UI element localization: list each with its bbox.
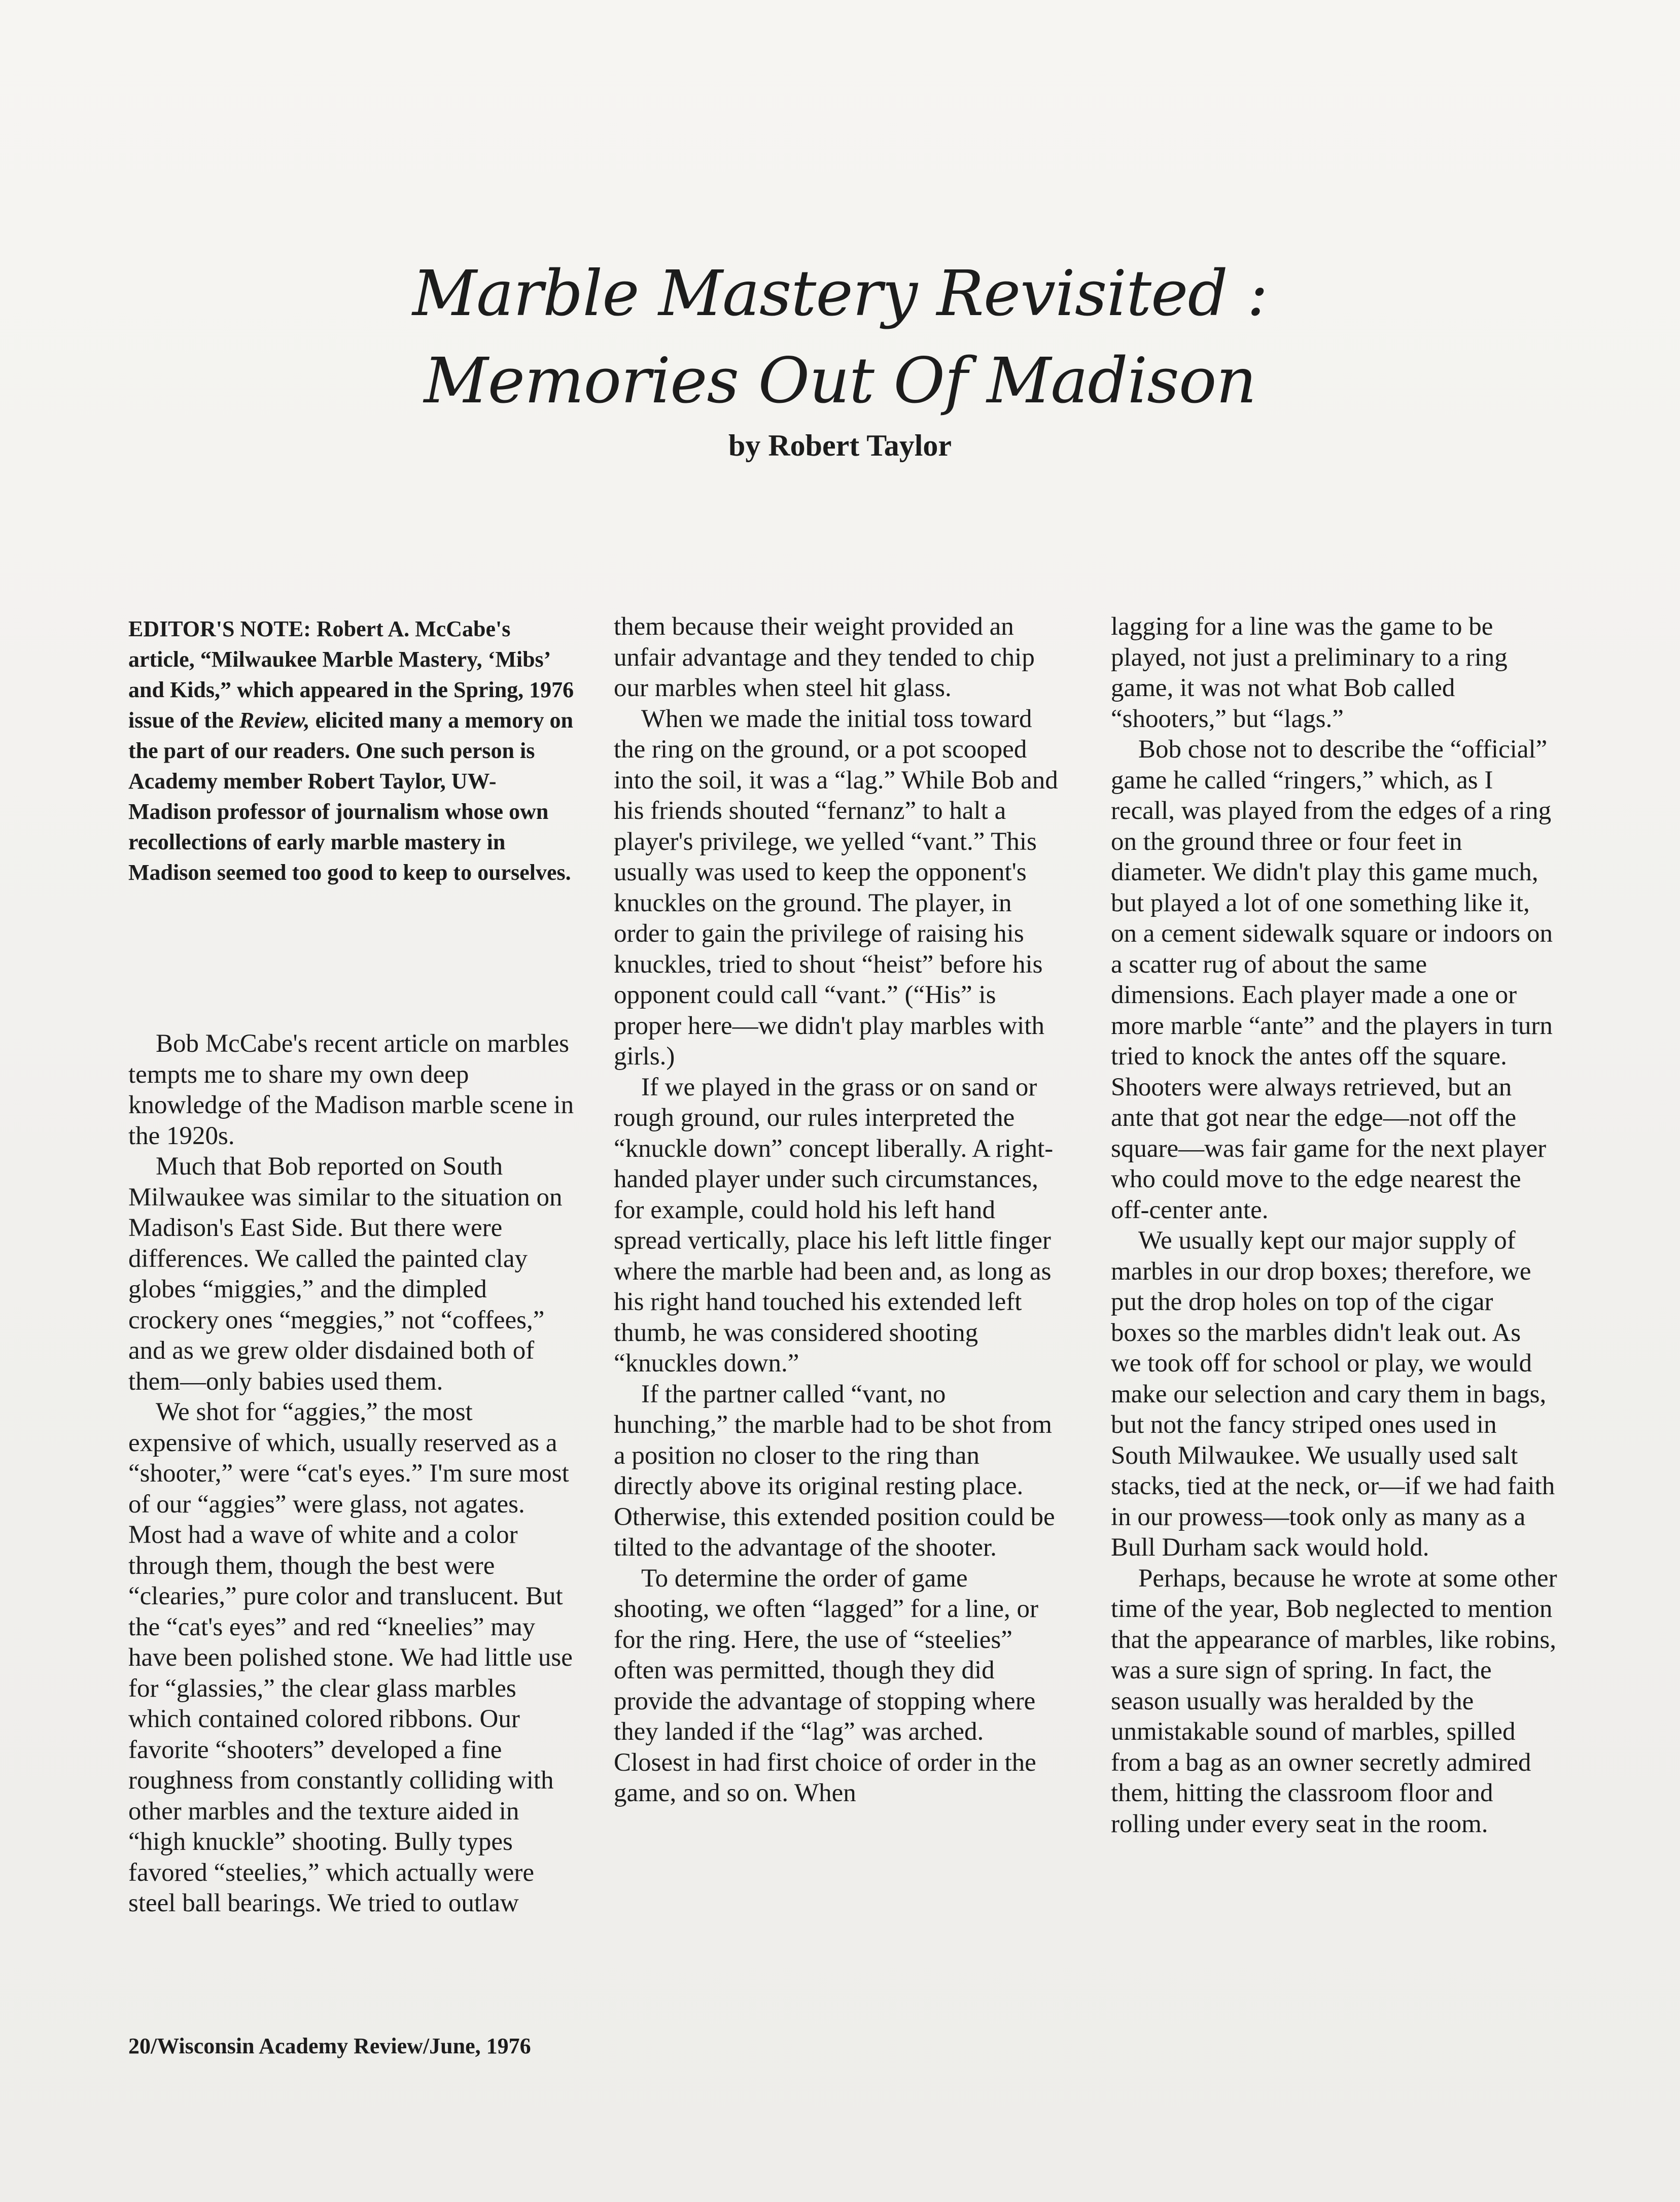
column-1-paragraph-1: Bob McCabe's recent article on marbles tempts me to share my own deep knowledge of the Madison marble scene in the 1920s. — [128, 1029, 574, 1150]
editors-note-text-before: Robert A. McCabe's article, “Milwaukee Marble Mastery, ‘Mibs’ and Kids,” which appeared in the Spring, 1976 issue of the — [128, 616, 574, 733]
page-footer: 20/Wisconsin Academy Review/June, 1976 — [128, 2034, 531, 2058]
editors-note-label: EDITOR'S NOTE: — [128, 616, 311, 641]
column-2-paragraph-2: When we made the initial toss toward the ring on the ground, or a pot scooped into the soil, it was a “lag.” While Bob and his friends shouted “fernanz” to halt a player's privilege, we yelled “vant.” This usually was used to keep the opponent's knuckles on the ground. The player, in order to gain the privilege of raising his knuckles, tried to shout “heist” before his opponent could call “vant.” (“His” is proper here—we didn't play marbles with girls.) — [614, 704, 1058, 1071]
column-2-body — [614, 611, 1060, 1809]
column-3-paragraph-2: Bob chose not to describe the “official” game he called “ringers,” which, as I recall, was played from the edges of a ring on the ground three or four feet in diameter. We didn't play this game much, but played a lot of one something like it, on a cement sidewalk square or indoors on a scatter rug of about the same dimensions. Each player made a one or more marble “ante” and the players in turn tried to knock the antes off the square. Shooters were always retrieved, but an ante that got near the edge—not off the square—was fair game for the next player who could move to the edge nearest the off-center ante. — [1111, 735, 1553, 1224]
editors-note — [128, 614, 575, 888]
column-3-paragraph-1: lagging for a line was the game to be played, not just a preliminary to a ring game, it was not what Bob called “shooters,” but “lags.” — [1111, 612, 1508, 733]
column-1-paragraph-3: We shot for “aggies,” the most expensive of which, usually reserved as a “shooter,” were “cat's eyes.” I'm sure most of our “aggies” were glass, not agates. Most had a wave of white and a color through them, though the best were “clearies,” pure color and translucent. But the “cat's eyes” and red “kneelies” may have been polished stone. We had little use for “glassies,” the clear glass marbles which contained colored ribbons. Our favorite “shooters” developed a fine roughness from constantly colliding with other marbles and the texture aided in “high knuckle” shooting. Bully types favored “steelies,” which actually were steel ball bearings. We tried to outlaw — [128, 1398, 573, 1917]
column-2-paragraph-3: If we played in the grass or on sand or rough ground, our rules interpreted the “knuckle down” concept liberally. A right-handed player under such circumstances, for example, could hold his left hand spread vertically, place his left little finger where the marble had been and, as long as his right hand touched his extended left thumb, he was considered shooting “knuckles down.” — [614, 1073, 1054, 1378]
editors-note-publication: Review, — [239, 708, 310, 733]
column-3-paragraph-3: We usually kept our major supply of marbles in our drop boxes; therefore, we put the drop holes on top of the cigar boxes so the marbles didn't leak out. As we took off for school or play, we would make our selection and cary them in bags, but not the fancy striped ones used in South Milwaukee. We usually used salt stacks, tied at the neck, or—if we had faith in our prowess—took only as many as a Bull Durham sack would hold. — [1111, 1226, 1555, 1562]
column-1-body — [128, 1028, 575, 1919]
article-title-line-2: Memories Out Of Madison — [424, 345, 1256, 418]
column-3-body — [1111, 611, 1557, 1839]
column-2-paragraph-4: If the partner called “vant, no hunching,” the marble had to be shot from a position no closer to the ring than directly above its original resting place. Otherwise, this extended position could be tilted to the advantage of the shooter. — [614, 1380, 1055, 1562]
column-3-paragraph-4: Perhaps, because he wrote at some other time of the year, Bob neglected to mention that the appearance of marbles, like robins, was a sure sign of spring. In fact, the season usually was heralded by the unmistakable sound of marbles, spilled from a bag as an owner secretly admired them, hitting the classroom floor and rolling under every seat in the room. — [1111, 1564, 1557, 1838]
column-2-paragraph-5: To determine the order of game shooting, we often “lagged” for a line, or for the ring. Here, the use of “steelies” often was permitted, though they did provide the advantage of stopping where they landed if the “lag” was arched. Closest in had first choice of order in the game, and so on. When — [614, 1564, 1038, 1807]
column-1-paragraph-2: Much that Bob reported on South Milwaukee was similar to the situation on Madison's East Side. But there were differences. We called the painted clay globes “miggies,” and the dimpled crockery ones “meggies,” not “coffees,” and as we grew older disdained both of them—only babies used them. — [128, 1152, 563, 1396]
editors-note-text-after: elicited many a memory on the part of our readers. One such person is Academy member Robert Taylor, UW-Madison professor of journalism whose own recollections of early marble mastery in Madison seemed too good to keep to ourselves. — [128, 708, 573, 885]
article-title-line-1: Marble Mastery Revisited : — [412, 257, 1268, 330]
byline: by Robert Taylor — [728, 429, 952, 462]
column-2-paragraph-1: them because their weight provided an unfair advantage and they tended to chip our marbles when steel hit glass. — [614, 612, 1035, 702]
